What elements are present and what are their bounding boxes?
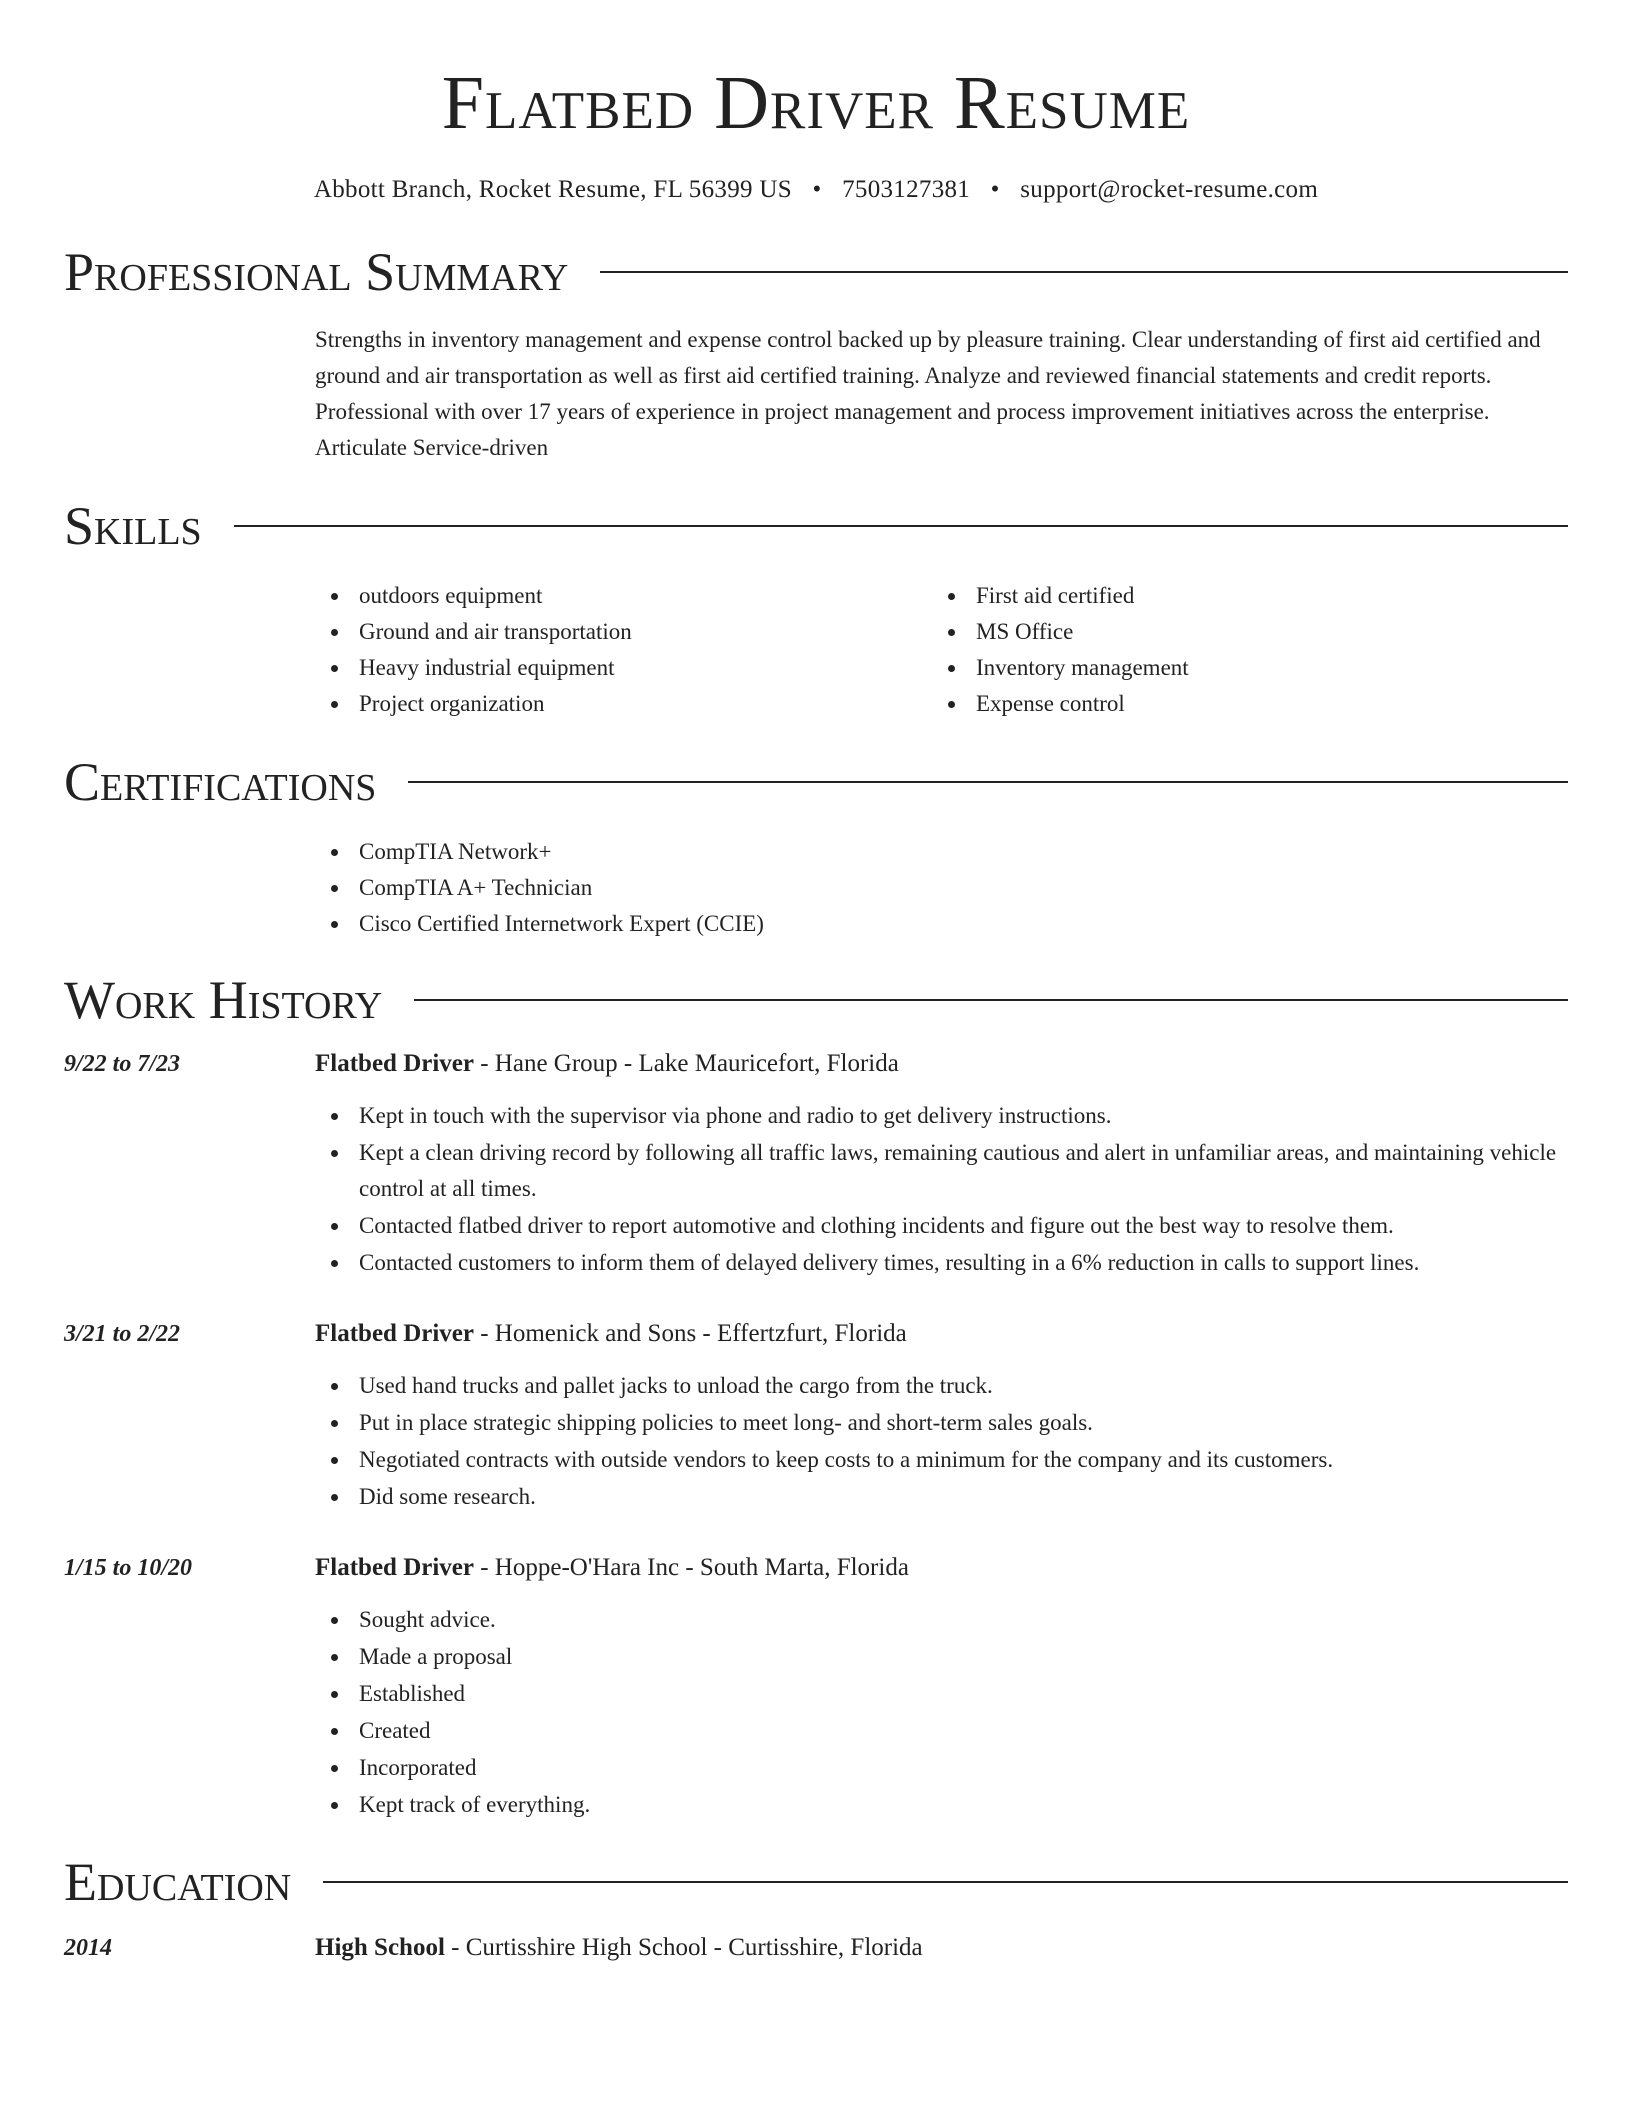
skill-item: Expense control: [932, 686, 1549, 722]
job-header: [315, 1316, 1568, 1352]
skill-item: Project organization: [315, 686, 932, 722]
job-bullets: [315, 1368, 1568, 1515]
job-entry: [64, 1316, 1568, 1516]
skills-grid: [315, 578, 1568, 722]
education-year: 2014: [64, 1935, 112, 1961]
job-employer: - Hoppe-O'Hara Inc - South Marta, Florida: [473, 1554, 909, 1581]
section-header: [64, 754, 1568, 810]
skill-item: outdoors equipment: [315, 578, 932, 614]
section-title-skills: Skills: [64, 496, 202, 556]
skill-item: Ground and air transportation: [315, 614, 932, 650]
section-title-work-history: Work History: [64, 970, 383, 1030]
contact-phone: 7503127381: [842, 176, 971, 203]
certifications-list: [315, 834, 1568, 942]
skills-list-left: [315, 578, 932, 722]
section-title-summary: Professional Summary: [64, 242, 569, 302]
job-bullet: Negotiated contracts with outside vendors to keep costs to a minimum for the company and its customers.: [315, 1442, 1568, 1478]
job-title: Flatbed Driver: [315, 1554, 474, 1581]
skill-item: Heavy industrial equipment: [315, 650, 932, 686]
job-title: Flatbed Driver: [315, 1320, 474, 1347]
skills-section: [64, 498, 1568, 722]
job-header: [315, 1550, 1568, 1586]
certifications-section: [64, 754, 1568, 942]
education-section: [64, 1854, 1568, 1966]
job-header: [315, 1046, 1568, 1082]
work-history-section: [64, 972, 1568, 1824]
job-bullet: Did some research.: [315, 1479, 1568, 1515]
section-divider: [408, 781, 1568, 783]
contact-separator: •: [812, 176, 822, 203]
summary-section: [64, 244, 1568, 466]
job-body: [315, 1550, 1568, 1824]
job-bullets: [315, 1602, 1568, 1823]
resume-page: [64, 0, 1568, 1966]
section-divider: [234, 525, 1568, 527]
education-school: - Curtisshire High School - Curtisshire, Florida: [444, 1934, 923, 1961]
job-title: Flatbed Driver: [315, 1050, 474, 1077]
job-bullet: Sought advice.: [315, 1602, 1568, 1638]
job-bullet: Created: [315, 1713, 1568, 1749]
section-header: [64, 1854, 1568, 1910]
job-bullet: Used hand trucks and pallet jacks to unload the cargo from the truck.: [315, 1368, 1568, 1404]
skills-list-right: [932, 578, 1549, 722]
contact-address: Abbott Branch, Rocket Resume, FL 56399 US: [313, 176, 792, 203]
section-divider: [414, 999, 1568, 1001]
skill-item: Inventory management: [932, 650, 1549, 686]
certification-item: Cisco Certified Internetwork Expert (CCIE): [315, 906, 1568, 942]
job-entry: [64, 1046, 1568, 1282]
job-dates: 9/22 to 7/23: [64, 1051, 181, 1077]
section-header: [64, 972, 1568, 1028]
contact-line: [64, 174, 1568, 206]
education-entry: [64, 1930, 1568, 1966]
job-bullet: Kept in touch with the supervisor via phone and radio to get delivery instructions.: [315, 1098, 1568, 1134]
section-divider: [323, 1881, 1568, 1883]
job-bullet: Kept a clean driving record by following all traffic laws, remaining cautious and alert in unfamiliar areas, and maintaining vehicle control at all times.: [315, 1135, 1568, 1207]
job-employer: - Hane Group - Lake Mauricefort, Florida: [473, 1050, 899, 1077]
section-header: [64, 498, 1568, 554]
education-degree: High School: [315, 1934, 445, 1961]
job-bullet: Made a proposal: [315, 1639, 1568, 1675]
job-bullets: [315, 1098, 1568, 1281]
contact-separator: •: [990, 176, 1000, 203]
job-bullet: Incorporated: [315, 1750, 1568, 1786]
job-employer: - Homenick and Sons - Effertzfurt, Florida: [473, 1320, 907, 1347]
section-title-education: Education: [64, 1852, 292, 1912]
skill-item: MS Office: [932, 614, 1549, 650]
job-bullet: Contacted flatbed driver to report automotive and clothing incidents and figure out the best way to resolve them.: [315, 1208, 1568, 1244]
section-divider: [600, 271, 1568, 273]
resume-title: Flatbed Driver Resume: [441, 61, 1191, 145]
job-entry: [64, 1550, 1568, 1824]
job-body: [315, 1316, 1568, 1516]
summary-text: Strengths in inventory management and expense control backed up by pleasure training. Clear understanding of first aid certified and ground and air transportation as well as first aid certified training. Analyze and reviewed financial statements and credit reports. Professional with over 17 years of experience in project management and process improvement initiatives across the enterprise. Articulate Service-driven: [315, 327, 1541, 460]
job-dates: 3/21 to 2/22: [64, 1321, 181, 1347]
section-title-certifications: Certifications: [64, 752, 377, 812]
job-bullet: Established: [315, 1676, 1568, 1712]
job-bullet: Contacted customers to inform them of delayed delivery times, resulting in a 6% reduction in calls to support lines.: [315, 1245, 1568, 1281]
education-header: [315, 1930, 1568, 1966]
section-header: [64, 244, 1568, 300]
education-body: [315, 1930, 1568, 1966]
contact-email: support@rocket-resume.com: [1020, 176, 1319, 203]
skill-item: First aid certified: [932, 578, 1549, 614]
certification-item: CompTIA A+ Technician: [315, 870, 1568, 906]
job-bullet: Put in place strategic shipping policies to meet long- and short-term sales goals.: [315, 1405, 1568, 1441]
job-body: [315, 1046, 1568, 1282]
job-dates: 1/15 to 10/20: [64, 1555, 193, 1581]
job-bullet: Kept track of everything.: [315, 1787, 1568, 1823]
certification-item: CompTIA Network+: [315, 834, 1568, 870]
